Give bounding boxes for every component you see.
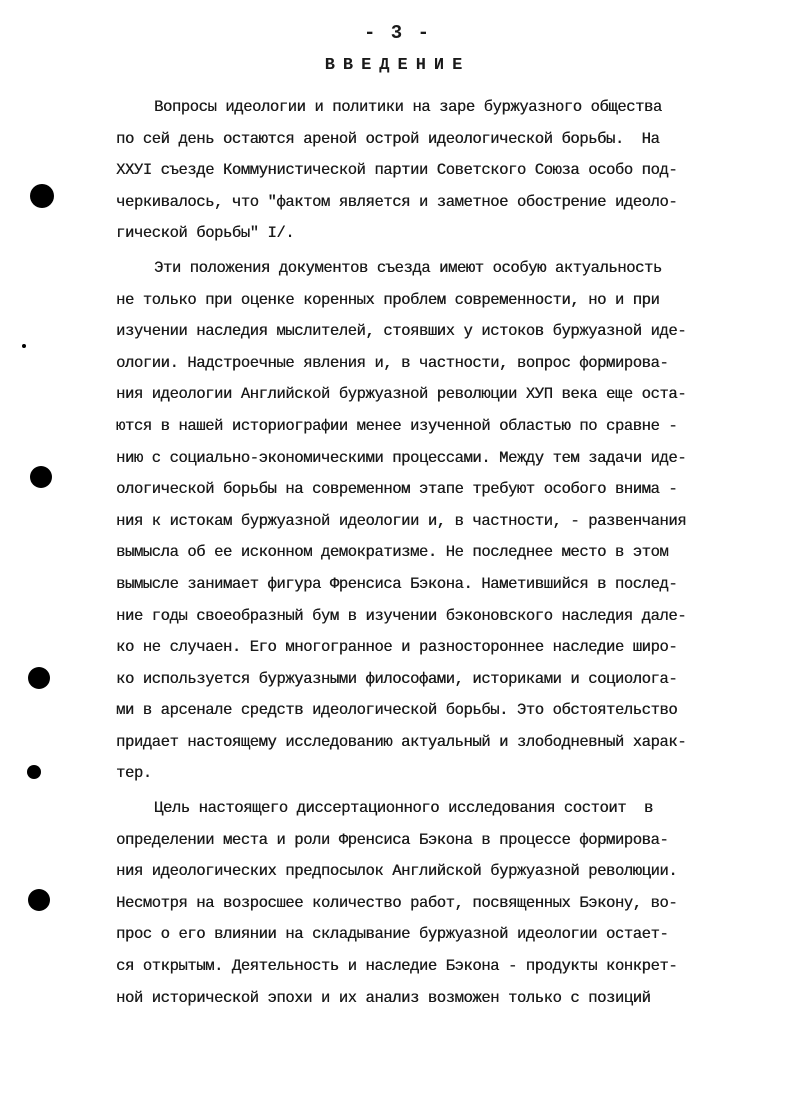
text-line: гической борьбы" I/. xyxy=(116,224,295,243)
text-line: ологии. Надстроечные явления и, в частности, вопрос формирова- xyxy=(116,353,669,372)
text-line: ологической борьбы на современном этапе требуют особого внима - xyxy=(116,480,678,499)
punch-hole xyxy=(30,184,54,208)
text-line: ХХУI съезде Коммунистической партии Советского Союза особо под- xyxy=(116,161,678,180)
text-line: ся открытым. Деятельность и наследие Бэкона - продукты конкрет- xyxy=(116,957,678,976)
text-line: Несмотря на возросшее количество работ, посвященных Бэкону, во- xyxy=(116,893,678,912)
text-line: определении места и роли Френсиса Бэкона в процессе формирова- xyxy=(116,830,669,849)
page-number: - 3 - xyxy=(363,22,431,44)
text-line: ко используется буржуазными философами, историками и социолога- xyxy=(116,669,678,688)
text-line: тер. xyxy=(116,764,152,783)
text-line: ния идеологии Английской буржуазной революции ХУП века еще оста- xyxy=(116,385,687,404)
text-line: ются в нашей историографии менее изученной областью по сравне - xyxy=(116,416,678,435)
text-line: ния к истокам буржуазной идеологии и, в частности, - развенчания xyxy=(116,511,687,530)
text-line: придает настоящему исследованию актуальный и злободневный харак- xyxy=(116,732,687,751)
text-line: нию с социально-экономическими процессами. Между тем задачи иде- xyxy=(116,448,687,467)
text-line: ной исторической эпохи и их анализ возможен только с позиций xyxy=(116,988,651,1007)
text-line: ко не случаен. Его многогранное и разностороннее наследие широ- xyxy=(116,638,678,657)
text-line: Цель настоящего диссертационного исследования состоит в xyxy=(154,799,653,818)
text-line: ния идеологических предпосылок Английской буржуазной революции. xyxy=(116,862,678,881)
text-line: по сей день остаются ареной острой идеологической борьбы. На xyxy=(116,129,660,148)
punch-hole xyxy=(28,889,50,911)
body-text xyxy=(116,92,751,1014)
text-line: вымысле занимает фигура Френсиса Бэкона. Наметившийся в послед- xyxy=(116,574,678,593)
text-line: ми в арсенале средств идеологической борьбы. Это обстоятельство xyxy=(116,701,678,720)
text-line: прос о его влиянии на складывание буржуазной идеологии остает- xyxy=(116,925,669,944)
punch-hole xyxy=(30,466,52,488)
text-line: черкивалось, что "фактом является и заметное обострение идеоло- xyxy=(116,192,678,211)
text-line: вымысла об ее исконном демократизме. Не последнее место в этом xyxy=(116,543,669,562)
section-heading: ВВЕДЕНИЕ xyxy=(324,56,471,75)
text-line: ние годы своеобразный бум в изучении бэконовского наследия дале- xyxy=(116,606,687,625)
text-line: Вопросы идеологии и политики на заре буржуазного общества xyxy=(154,98,662,116)
text-line: Эти положения документов съезда имеют особую актуальность xyxy=(154,258,662,277)
punch-hole xyxy=(22,344,26,348)
text-line: изучении наследия мыслителей, стоявших у истоков буржуазной иде- xyxy=(116,322,687,341)
punch-hole xyxy=(28,667,50,689)
punch-hole xyxy=(27,765,41,779)
text-line: не только при оценке коренных проблем современности, но и при xyxy=(116,290,660,309)
